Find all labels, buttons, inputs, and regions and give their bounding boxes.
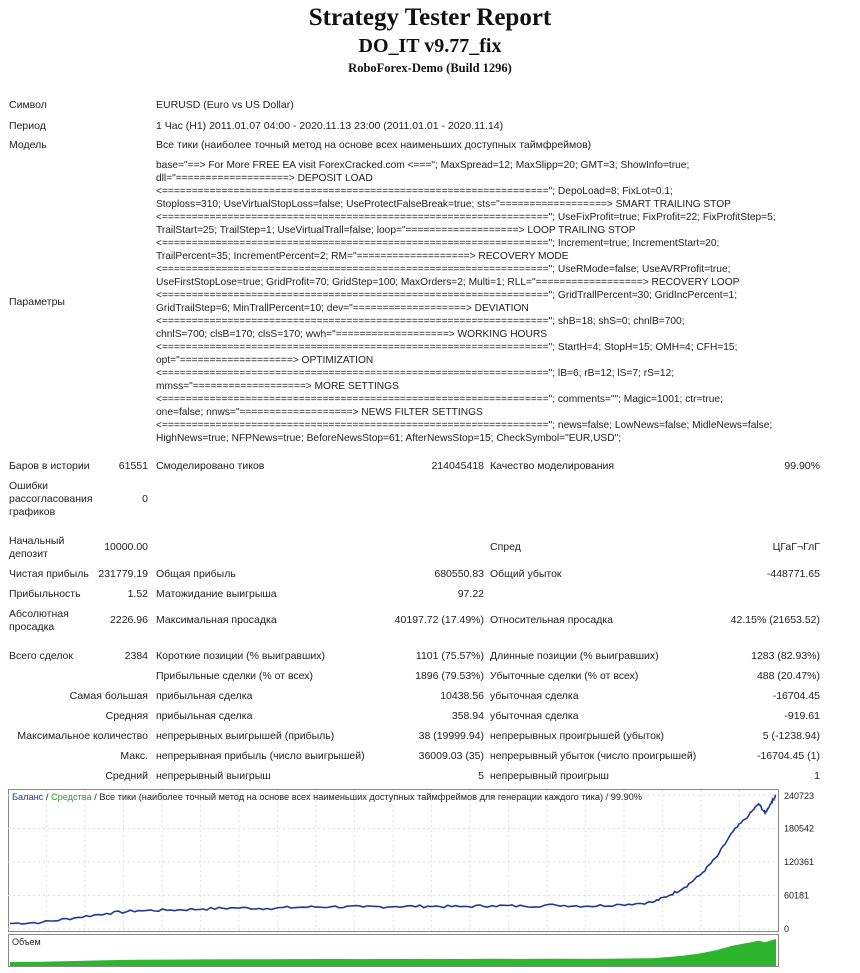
param-line: Stoploss=310; UseVirtualStopLoss=false; UseProtectFalseBreak=true; sts="==================> SMART TRAILING STOP bbox=[156, 199, 731, 210]
net-profit-value: 231779.19 bbox=[98, 568, 148, 580]
payoff-label: Матожидание выигрыша bbox=[156, 588, 277, 600]
chart-legend bbox=[12, 792, 642, 802]
symbol-value: EURUSD (Euro vs US Dollar) bbox=[156, 99, 294, 111]
param-line: <================================================================="; GridTrallPercent=30; GridIncPercent=1; bbox=[156, 290, 738, 301]
errors-label: Ошибки рассогласования графиков bbox=[9, 480, 93, 518]
y-tick-label: 0 bbox=[784, 924, 790, 934]
deposit-value: 10000.00 bbox=[104, 541, 148, 553]
report-title: Strategy Tester Report bbox=[308, 4, 552, 31]
avg-cons-loss-label: непрерывный проигрыш bbox=[490, 770, 609, 782]
max-cons-profit-label: непрерывная прибыль (число выигрышей) bbox=[156, 750, 365, 762]
max-count-label: Максимальное количество bbox=[17, 730, 148, 742]
param-line: <================================================================="; lB=6; rB=12; lS=7; rS=12; bbox=[156, 368, 675, 379]
y-tick-label: 120361 bbox=[784, 857, 815, 868]
avg-cons-loss-value: 1 bbox=[814, 770, 820, 782]
max-cons-loss-value: -16704.45 (1) bbox=[756, 750, 820, 762]
legend-equity: Средства bbox=[50, 792, 92, 802]
loss-trades-value: 488 (20.47%) bbox=[756, 670, 820, 682]
y-tick-label: 180542 bbox=[784, 823, 815, 834]
param-line: one=false; nnws="===================> NEWS FILTER SETTINGS bbox=[156, 407, 483, 418]
param-line: <================================================================="; UseFixProfit=true; FixProfit=22; FixProfitStep=5; bbox=[156, 212, 776, 223]
largest-profit-value: 10438.56 bbox=[440, 690, 484, 702]
parameters-block bbox=[156, 159, 816, 445]
avg-cons-win-label: непрерывный выигрыш bbox=[156, 770, 271, 782]
ticks-value: 214045418 bbox=[431, 460, 484, 472]
param-line: GridTrailStep=6; MinTrallPercent=10; dev="===================> DEVIATION bbox=[156, 303, 529, 314]
errors-value: 0 bbox=[142, 493, 148, 505]
param-line: base="==> For More FREE EA visit ForexCracked.com <==="; MaxSpread=12; MaxSlipp=20; GMT=3; ShowInfo=true; bbox=[156, 160, 690, 171]
loss-trades-label: Убыточные сделки (% от всех) bbox=[490, 670, 639, 682]
param-line: <================================================================="; StartH=4; StopH=15; OMH=4; CFH=15; bbox=[156, 342, 738, 353]
profit-factor-label: Прибыльность bbox=[9, 588, 81, 600]
param-line: <================================================================="; DepoLoad=8; FixLot=0.1; bbox=[156, 186, 673, 197]
total-trades-value: 2384 bbox=[124, 650, 148, 662]
max-label: Макс. bbox=[120, 750, 148, 762]
long-positions-value: 1283 (82.93%) bbox=[751, 650, 820, 662]
param-line: TrailPercent=35; IncrementPercent=2; RM="===================> RECOVERY MODE bbox=[156, 251, 569, 262]
param-line: HighNews=true; NFPNews=true; BeforeNewsStop=61; AfterNewsStop=15; CheckSymbol="EUR,USD"; bbox=[156, 433, 622, 444]
params-label: Параметры bbox=[9, 296, 65, 308]
bars-value: 61551 bbox=[118, 460, 148, 472]
profit-trades-label: Прибыльные сделки (% от всех) bbox=[156, 670, 314, 682]
gross-profit-value: 680550.83 bbox=[434, 568, 484, 580]
legend-balance: Баланс bbox=[12, 792, 44, 802]
param-line: mmss="===================> MORE SETTINGS bbox=[156, 381, 399, 392]
avg2-label: Средний bbox=[105, 770, 148, 782]
quality-label: Качество моделирования bbox=[490, 460, 615, 472]
avg-profit-value: 358.94 bbox=[451, 710, 484, 722]
param-line: dll="===================> DEPOSIT LOAD bbox=[156, 173, 373, 184]
max-cons-wins-value: 38 (19999.94) bbox=[418, 730, 484, 742]
param-line: <================================================================="; UseRMode=false; UseAVRProfit=true; bbox=[156, 264, 731, 275]
rel-drawdown-label: Относительная просадка bbox=[490, 614, 613, 626]
abs-drawdown-value: 2226.96 bbox=[110, 614, 148, 626]
profit-trades-value: 1896 (79.53%) bbox=[415, 670, 484, 682]
param-line: TrailStart=25; TrailStep=1; UseVirtualTrall=false; loop="===================> LOOP TRAILING STOP bbox=[156, 225, 636, 236]
quality-value: 99.90% bbox=[784, 460, 820, 472]
param-line: <================================================================="; news=false; LowNews=false; MidleNews=false; bbox=[156, 420, 773, 431]
total-trades-label: Всего сделок bbox=[9, 650, 73, 662]
bars-label: Баров в истории bbox=[9, 460, 90, 472]
param-line: <================================================================="; Increment=true; IncrementStart=20; bbox=[156, 238, 720, 249]
symbol-label: Символ bbox=[9, 99, 47, 111]
max-drawdown-value: 40197.72 (17.49%) bbox=[394, 614, 484, 626]
period-label: Период bbox=[9, 120, 46, 132]
param-line: UseFirstStopLose=true; GridProfit=70; GridStep=100; MaxOrders=2; Multi=1; RLL="==================> RECOVERY LOOP bbox=[156, 277, 740, 288]
gross-profit-label: Общая прибыль bbox=[156, 568, 236, 580]
max-cons-profit-value: 36009.03 (35) bbox=[418, 750, 484, 762]
max-cons-losses-value: 5 (-1238.94) bbox=[762, 730, 820, 742]
spread-label: Спред bbox=[490, 541, 521, 553]
param-line: opt="===================> OPTIMIZATION bbox=[156, 355, 374, 366]
largest-loss-label: убыточная сделка bbox=[490, 690, 579, 702]
max-cons-wins-label: непрерывных выигрышей (прибыль) bbox=[156, 730, 335, 742]
spread-value: ЦГаГ¬ГлГ bbox=[772, 541, 820, 553]
short-positions-value: 1101 (75.57%) bbox=[415, 650, 484, 662]
balance-chart-svg bbox=[8, 789, 848, 969]
largest-label: Самая большая bbox=[69, 690, 148, 702]
profit-factor-value: 1.52 bbox=[127, 588, 148, 600]
param-line: chnlS=700; clsB=170; clsS=170; wwh="===================> WORKING HOURS bbox=[156, 329, 547, 340]
period-value: 1 Час (H1) 2011.01.07 04:00 - 2020.11.13 23:00 (2011.01.01 - 2020.11.14) bbox=[156, 120, 504, 132]
largest-loss-value: -16704.45 bbox=[772, 690, 820, 702]
gross-loss-label: Общий убыток bbox=[490, 568, 562, 580]
rel-drawdown-value: 42.15% (21653.52) bbox=[730, 614, 820, 626]
net-profit-label: Чистая прибыль bbox=[9, 568, 89, 580]
max-cons-loss-label: непрерывный убыток (число проигрышей) bbox=[490, 750, 697, 762]
param-line: <================================================================="; comments=""; Magic=1001; ctr=true; bbox=[156, 394, 723, 405]
y-tick-label: 60181 bbox=[784, 890, 810, 901]
ticks-label: Смоделировано тиков bbox=[156, 460, 265, 472]
deposit-label: Начальный депозит bbox=[9, 535, 65, 560]
payoff-value: 97.22 bbox=[457, 588, 484, 600]
ea-name: DO_IT v9.77_fix bbox=[358, 35, 502, 57]
short-positions-label: Короткие позиции (% выигравших) bbox=[156, 650, 326, 662]
y-tick-label: 240723 bbox=[784, 791, 815, 801]
server-name: RoboForex-Demo (Build 1296) bbox=[348, 61, 512, 75]
model-label: Модель bbox=[9, 139, 47, 151]
avg-loss-value: -919.61 bbox=[784, 710, 820, 722]
max-cons-losses-label: непрерывных проигрышей (убыток) bbox=[490, 730, 665, 742]
volume-label: Объем bbox=[12, 937, 41, 947]
balance-chart bbox=[8, 789, 848, 969]
avg-loss-label: убыточная сделка bbox=[490, 710, 579, 722]
max-drawdown-label: Максимальная просадка bbox=[156, 614, 277, 626]
average-label: Средняя bbox=[105, 710, 148, 722]
legend-description: / Все тики (наиболее точный метод на основе всех наименьших доступных таймфреймов для генерации каждого тика) / 99.90% bbox=[91, 792, 642, 802]
avg-cons-win-value: 5 bbox=[478, 770, 484, 782]
abs-drawdown-label: Абсолютная просадка bbox=[9, 608, 69, 633]
gross-loss-value: -448771.65 bbox=[766, 568, 820, 580]
legend-sep: / bbox=[43, 792, 51, 802]
largest-profit-label: прибыльная сделка bbox=[156, 690, 253, 702]
model-value: Все тики (наиболее точный метод на основе всех наименьших доступных таймфреймов) bbox=[156, 139, 592, 151]
param-line: <================================================================="; shB=18; shS=0; chnlB=700; bbox=[156, 316, 685, 327]
long-positions-label: Длинные позиции (% выигравших) bbox=[490, 650, 659, 662]
avg-profit-label: прибыльная сделка bbox=[156, 710, 253, 722]
